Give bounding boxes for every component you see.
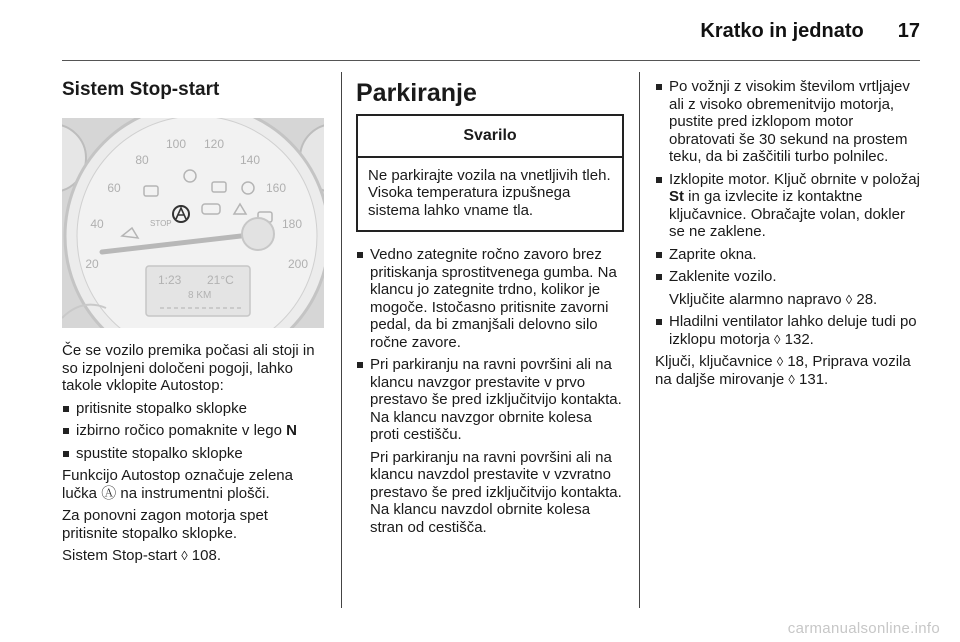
tick-label: 140: [239, 153, 261, 167]
list-item: Pri parkiranju na ravni površini ali na klancu navzgor prestavite v prvo prestavo še pred izključitvijo kontakta. Na klancu navzgor obrnite kolesa proti cestišču.: [356, 356, 624, 444]
column-divider: [341, 72, 342, 608]
tick-label: 200: [287, 257, 309, 271]
reference-arrow-icon: ◊: [774, 331, 781, 347]
list-item: Izklopite motor. Ključ obrnite v položaj St in ga izvlecite iz kontaktne ključavnice. Obračajte volan, dokler se ne zaklene.: [655, 171, 920, 241]
tick-label: 20: [85, 257, 99, 271]
list-item: spustite stopalko sklopke: [62, 445, 324, 463]
page-number: 17: [897, 19, 920, 42]
parking-steps: [356, 246, 624, 444]
ignition-position-key: St: [669, 188, 684, 205]
gear-key: N: [286, 422, 297, 439]
cross-reference[interactable]: Ključi, ključavnice ◊ 18, Priprava vozila na daljše mirovanje ◊ 131.: [655, 353, 911, 388]
tick-label: 80: [135, 153, 149, 167]
list-item: Vedno zategnite ročno zavoro brez pritiskanja sprostitvenega gumba. Na klancu jo zategnite trdno, kolikor je mogoče. Istočasno pritisnite zavorni pedal, da bi zmanjšali delovno silo ročne zavore.: [356, 246, 624, 351]
reference-arrow-icon: ◊: [845, 291, 853, 307]
tick-label: 180: [281, 217, 303, 231]
column-divider: [639, 72, 640, 608]
autostop-indicator-paragraph: Funkcijo Autostop označuje zelena lučka Ⓐ na instrumentni plošči.: [62, 467, 293, 502]
cross-reference[interactable]: Sistem Stop-start ◊ 108.: [62, 547, 222, 564]
tick-label: 100: [165, 137, 187, 151]
header-rule: [62, 60, 920, 61]
tick-label: 160: [265, 181, 287, 195]
list-item: Zaprite okna.: [655, 246, 920, 264]
display-temperature: 21°C: [207, 273, 234, 287]
parking-steps-final: [655, 313, 920, 348]
speedometer-figure: [62, 118, 324, 328]
page-header: [62, 14, 920, 48]
restart-paragraph: Za ponovni zagon motorja spet pritisnite stopalko sklopke.: [62, 507, 268, 542]
section-title-stop-start: Sistem Stop-start: [62, 79, 220, 100]
stop-lamp-label: STOP: [150, 219, 172, 228]
section-title-parking: Parkiranje: [356, 79, 477, 107]
warning-title: Svarilo: [358, 116, 622, 158]
column-2: [356, 72, 624, 541]
warning-body: Ne parkirajte vozila na vnetljivih tleh. Visoka temperatura izpušnega sistema lahko vname tla.: [368, 166, 611, 219]
tick-label: 60: [107, 181, 121, 195]
list-item-continuation: Pri parkiranju na ravni površini ali na klancu navzdol prestavite v vzvratno prestavo še pred izključitvijo kontakta. Na klancu navzdol obrnite kolesa stran od cestišča.: [370, 448, 622, 536]
running-title: Kratko in jednato: [700, 19, 864, 42]
tick-label: 40: [90, 217, 104, 231]
cross-reference[interactable]: Vključite alarmno napravo ◊ 28.: [669, 290, 878, 308]
reference-arrow-icon: ◊: [181, 548, 188, 563]
list-item: Po vožnji z visokim številom vrtljajev ali z visoko obremenitvijo motorja, pustite pred izklopom motor obratovati še 30 sekund na prostem teku, da bi zaščitili turbo polnilec.: [655, 78, 920, 166]
list-item: izbirno ročico pomaknite v lego N: [62, 422, 324, 440]
display-time: 1:23: [158, 273, 182, 287]
reference-arrow-icon: ◊: [788, 371, 795, 387]
list-item: Zaklenite vozilo.: [655, 268, 920, 286]
column-1: [62, 72, 324, 570]
warning-box: [356, 114, 624, 232]
tick-label: 120: [203, 137, 225, 151]
column-3: [655, 72, 920, 393]
autostop-steps: [62, 400, 324, 463]
watermark: carmanualsonline.info: [787, 620, 940, 637]
list-item: pritisnite stopalko sklopke: [62, 400, 324, 418]
instrument-cluster-illustration: [62, 118, 324, 328]
reference-arrow-icon: ◊: [776, 354, 784, 369]
display-distance: 8 KM: [188, 290, 212, 301]
intro-paragraph: Če se vozilo premika počasi ali stoji in so izpolnjeni določeni pogoji, lahko takole vklopite Autostop:: [62, 342, 315, 394]
autostop-symbol-icon: Ⓐ: [101, 484, 117, 502]
list-item[interactable]: Hladilni ventilator lahko deluje tudi po izklopu motorja ◊ 132.: [655, 313, 920, 348]
parking-steps-continued: [655, 78, 920, 286]
